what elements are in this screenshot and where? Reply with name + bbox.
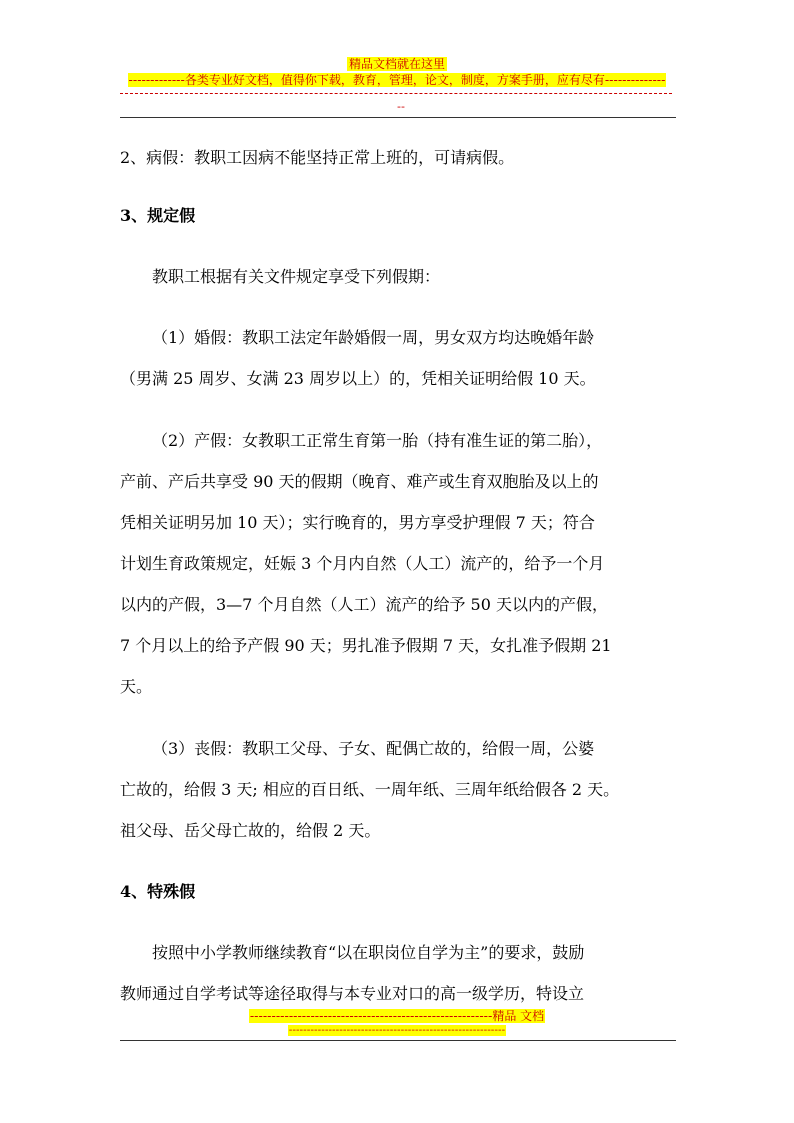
header-dash-tail: -- [397, 100, 405, 113]
paragraph-maternity-line-5: 以内的产假，3—7 个月自然（人工）流产的给予 50 天以内的产假， [120, 595, 608, 614]
paragraph-special-line-1: 按照中小学教师继续教育“以在职岗位自学为主”的要求，鼓励 [152, 943, 585, 962]
paragraph-marriage-line-1: （1）婚假：教职工法定年龄婚假一周，男女双方均达晚婚年龄 [152, 328, 595, 347]
footer-rule [120, 1040, 676, 1041]
paragraph-maternity-line-4: 计划生育政策规定，妊娠 3 个月内自然（人工）流产的，给予一个月 [120, 554, 605, 573]
footer-dashes: ------------------------------------------------------------ [288, 1025, 506, 1036]
paragraph-funeral-line-1: （3）丧假：教职工父母、子女、配偶亡故的，给假一周，公婆 [152, 739, 595, 758]
paragraph-maternity-line-7: 天。 [120, 677, 153, 696]
paragraph-funeral-line-2: 亡故的，给假 3 天; 相应的百日纸、一周年纸、三周年纸给假各 2 天。 [120, 780, 620, 799]
paragraph-sick-leave: 2、病假：教职工因病不能坚持正常上班的，可请病假。 [120, 148, 515, 167]
header-subtitle: -------------各类专业好文档，值得你下载，教育，管理，论文，制度，方案手册，应有尽有-------------- [128, 73, 666, 87]
header-rule [120, 117, 676, 118]
paragraph-maternity-line-3: 凭相关证明另加 10 天）；实行晚育的，男方享受护理假 7 天；符合 [120, 513, 595, 532]
paragraph-marriage-line-2: （男满 25 周岁、女满 23 周岁以上）的，凭相关证明给假 10 天。 [120, 369, 596, 388]
heading-regular-leave: 3、规定假 [120, 206, 196, 225]
heading-special-leave: 4、特殊假 [120, 882, 196, 901]
paragraph-funeral-line-3: 祖父母、岳父母亡故的，给假 2 天。 [120, 821, 381, 840]
paragraph-maternity-line-1: （2）产假：女教职工正常生育第一胎（持有准生证的第二胎）， [152, 431, 603, 450]
paragraph-intro: 教职工根据有关文件规定享受下列假期： [152, 267, 441, 286]
header-title: 精品文档就在这里 [348, 57, 445, 71]
paragraph-maternity-line-2: 产前、产后共享受 90 天的假期（晚育、难产或生育双胞胎及以上的 [120, 472, 599, 491]
paragraph-maternity-line-6: 7 个月以上的给予产假 90 天；男扎准予假期 7 天，女扎准予假期 21 [120, 636, 612, 655]
paragraph-special-line-2: 教师通过自学考试等途径取得与本专业对口的高一级学历，特设立 [120, 984, 585, 1003]
header-dashed-rule [120, 93, 672, 94]
footer-text: --------------------------------------------------------精品 文档 [249, 1009, 545, 1023]
